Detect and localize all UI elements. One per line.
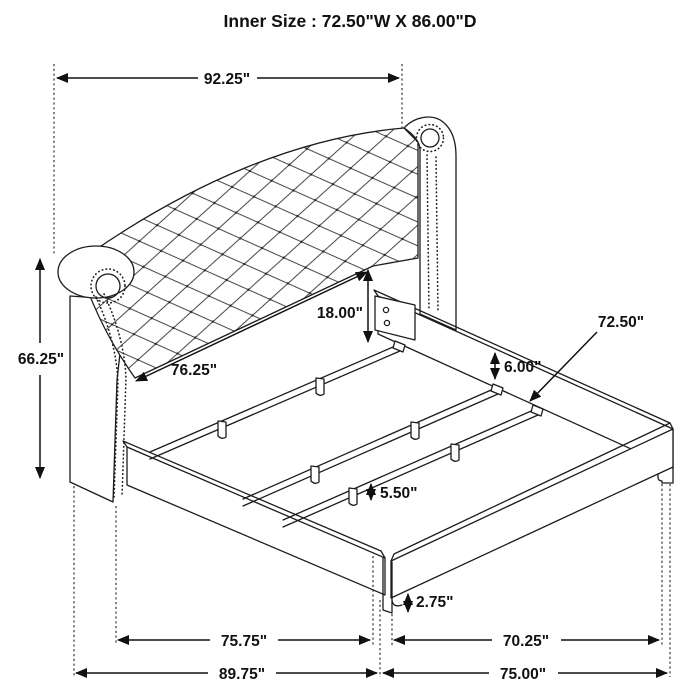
page-title: Inner Size : 72.50"W X 86.00"D (223, 11, 477, 31)
left-side-rail (127, 447, 385, 595)
dim-slat-leg-height (371, 484, 418, 502)
dim-corner-leg-height (408, 594, 454, 612)
dim-label-slat-length: 72.50" (597, 314, 645, 331)
slat-3-leg-b (451, 444, 459, 461)
dim-label-side-rail-length: 75.75" (220, 633, 268, 650)
dim-label-headboard-height: 66.25" (17, 351, 65, 368)
slat-1 (150, 341, 405, 459)
slat-3-leg-a (349, 488, 357, 505)
dim-headboard-overall-width (57, 71, 399, 88)
dim-inner-width-between-legs (394, 633, 659, 650)
slat-2-leg-a (311, 466, 319, 483)
dim-side-rail-length (118, 633, 370, 650)
dim-overall-width (383, 666, 667, 683)
slat-1-leg-b (316, 378, 324, 395)
dim-label-headboard-inner-width: 76.25" (170, 362, 218, 379)
dim-label-slat-leg-height: 5.50" (380, 485, 418, 502)
dim-label-overall-width: 75.00" (499, 666, 547, 683)
dim-label-headboard-overall-width: 92.25" (203, 71, 251, 88)
dim-label-panel-to-slat: 18.00" (316, 305, 363, 322)
dim-label-overall-depth: 89.75" (218, 666, 266, 683)
dim-label-rail-above-slat: 6.00" (504, 359, 542, 376)
dim-label-inner-width-between-legs: 70.25" (502, 633, 550, 650)
slat-1-leg-a (218, 421, 226, 438)
scroll-roll (58, 246, 134, 298)
slat-2-leg-b (411, 422, 419, 439)
dim-overall-depth (76, 666, 377, 683)
dim-label-corner-leg-height: 2.75" (416, 594, 454, 611)
dim-headboard-height (18, 259, 64, 478)
